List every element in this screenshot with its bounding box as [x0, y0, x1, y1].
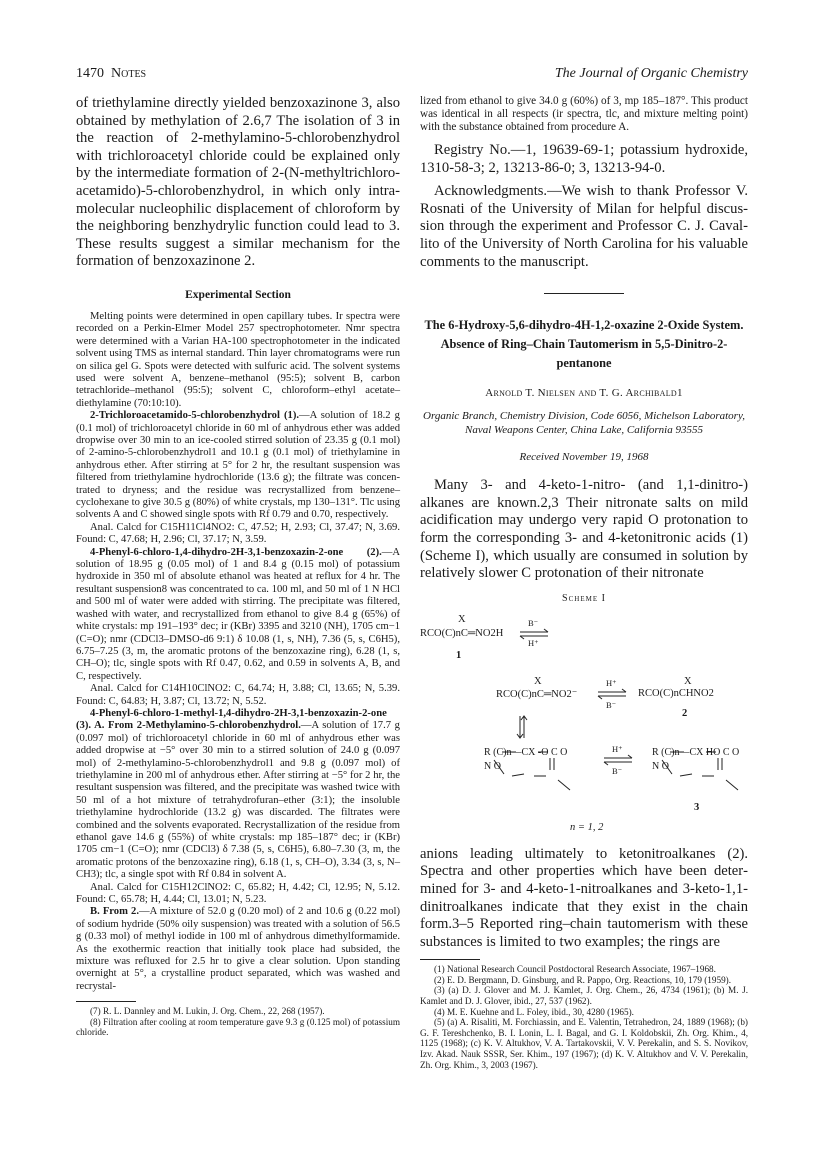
scheme-base-3: B⁻	[612, 765, 623, 776]
scheme-base-2: B⁻	[606, 699, 617, 710]
article-authors: Arnold T. Nielsen and T. G. Archibald1	[485, 387, 683, 400]
scheme-title: Scheme I	[562, 592, 606, 604]
footnote-3: (3) (a) D. J. Glover and M. J. Kamlet, J. Org. Chem., 26, 4734 (1961); (b) M. J. Kamlet and D. J. Glover, ibid., 27, 537 (1962).	[420, 985, 748, 1007]
exp-body-3: —A solution of 17.7 g (0.097 mol) of trichloroacetyl chloride in 60 ml of anhydrous ether was added dropwise at −5° over 30 min to a stirred solution of 24.0 g (0.097 mol) of 2-methylamino-5-chlorobenzhydrol1 and 9.8 g (0.097 mol) of triethylamine in 200 ml of anhydrous ether. After stirring at −5° for 2 hr, the resultant suspension was filtered, and the precipitate was washed twice with 50 ml of a hot mixture of tetrahydrofuran–ether (3:1); the insoluble triethylamine hydrochloride (13.2 g) was discarded. The filtrates were combined and the solvents evaporated. Recrystallization of the residue from ethanol gave 14.6 g (55%) of white crystals: mp 185–187° dec; ir (KBr) 1705 cm−1 (C=O); nmr (CDCl3) δ 7.38 (5, s, C6H5), 6.80–7.30 (3, m, the aromatic protons of the benzoxazine ring), 6.18 (1, s, CH–O), 3.34 (3, s, N–CH3); tlc, a single spot with Rf 0.84 in solvent A.	[76, 720, 400, 881]
scheme-compound-1: RCO(C)nC═NO2H	[420, 627, 504, 639]
registry-numbers: Registry No.—1, 19639-69-1; potassium hydroxide, 1310-58-3; 2, 13213-86-0; 3, 13213-94-0.	[420, 142, 748, 176]
exp-analysis-2: Anal. Calcd for C14H10ClNO2: C, 64.74; H, 3.88; Cl, 13.65; N, 5.39. Found: C, 64.83; H, 3.87; Cl, 13.72; N, 5.52.	[76, 683, 400, 707]
scheme-acid-1: H⁺	[528, 637, 539, 648]
scheme-number-2: 2	[682, 707, 688, 719]
scheme-ring-left-labels: R (C)n—CX -O C O N O	[484, 746, 568, 772]
right-column	[420, 95, 748, 1070]
exp-paragraph-4	[76, 708, 400, 882]
journal-name: The Journal of Organic Chemistry	[554, 66, 748, 81]
exp-analysis-3: Anal. Calcd for C15H12ClNO2: C, 65.82; H, 4.42; Cl, 12.95; N, 5.12. Found: C, 65.78; H, 4.44; Cl, 13.01; N, 5.23.	[76, 881, 400, 906]
scheme-x-2: X	[534, 675, 542, 687]
footnote-5: (5) (a) A. Risaliti, M. Forchiassin, and E. Valentin, Tetrahedron, 24, 1889 (1968); (b) G. F. Tereshchenko, B. I. Lonin, L. I. Bagal, and G. I. Koldobskii, Zh. Org. Khim., 4, 1125 (1968); (c) K. V. Altukhov, V. A. Tartakovskii, V. V. Perekalin, and S. S. Novikov, Izv. Akad. Nauk SSSR, Ser. Khim., 197 (1967); (d) K. V. Altukhov and V. V. Perekalin, Zh. Org. Khim., 3, 2003 (1967).	[420, 1017, 748, 1070]
exp-paragraph-2	[76, 410, 400, 522]
scheme-n-values: n = 1, 2	[570, 821, 604, 833]
equilibrium-arrow-3	[604, 755, 632, 765]
author-affiliation: Organic Branch, Chemistry Division, Code 6056, Michelson Laboratory, Naval Weapons Center, China Lake, California 93555	[423, 410, 745, 437]
left-intro-paragraph: of triethylamine directly yielded benzoxazinone 3, also obtained by methylation of 2.6,7 The isolation of 3 in the reaction of 2-methylamino-5-chlorobenzhydrol with trichloroacetyl chloride could be explained only by the intermediate formation of 2-(N-methyltrichloroacetamido)-5-chlorobenzhydrol, in which only intramolecular nucleophilic displacement of chloroform by the neighboring benzhydrylic function could lead to 3. These results suggest a similar mechanism for the formation of benzoxazinone 2.	[76, 95, 400, 270]
article-separator-rule	[544, 293, 624, 294]
scheme-number-1: 1	[456, 649, 462, 661]
acknowledgments: Acknowledgments.—We wish to thank Professor V. Rosnati of the University of Milan for helpful discussion through the experiment and Professor C. J. Cavallito of the University of North Carolina for his valuable comments to the manuscript.	[420, 183, 748, 270]
scheme-base-1: B⁻	[528, 617, 539, 628]
page-number: 1470	[76, 66, 104, 81]
scheme-ketonitroalkane: RCO(C)nCHNO2	[638, 687, 714, 699]
scheme-ring-right-labels: R (C)n—CX HO C O N O	[652, 746, 740, 772]
exp-heading-4: B. From 2.	[90, 906, 139, 918]
exp-body-2: —A solution of 18.95 g (0.05 mol) of 1 and 8.4 g (0.15 mol) of potassium hydroxide in 350 ml of absolute ethanol was heated at reflux for 4 hr. The resultant suspension8 was concentrated to ca. 100 ml, and 50 ml of 1 N HCl and 500 ml of water were added with stirring. The precipitate was filtered, washed with water, and recrystallized from ethanol to give 8.4 g (65%) of white crystals: mp 191–193° dec; ir (KBr) 3395 and 3210 (NH), 1705 cm−1 (C=O); nmr (CDCl3–DMSO-d6 9:1) δ 10.08 (1, s, NH), 7.36 (5, s, C6H5), 6.75–7.25 (3, m, the aromatic protons of the benzoxazine ring), 6.28 (1, s, CH–O); tlc, single spots with Rf 0.47, 0.62, and 0.59 in solvents A, B, and C, respectively.	[76, 546, 400, 682]
footnote-rule-right	[420, 959, 480, 960]
exp-heading-1: 2-Trichloroacetamido-5-chlorobenzhydrol (1).	[90, 410, 300, 422]
exp-analysis-1: Anal. Calcd for C15H11Cl4NO2: C, 47.52; H, 2.93; Cl, 37.47; N, 3.69. Found: C, 47.68; H, 2.96; Cl, 37.17; N, 3.59.	[76, 521, 400, 546]
left-column	[76, 95, 400, 1038]
section-name: Notes	[111, 66, 147, 81]
equilibrium-arrow-vertical	[517, 716, 527, 738]
scheme-acid-3: H⁺	[612, 743, 623, 754]
article-title: The 6-Hydroxy-5,6-dihydro-4H-1,2-oxazine 2-Oxide System. Absence of Ring–Chain Tautomerism in 5,5-Dinitro-2-pentanone	[424, 318, 744, 371]
right-continuation-paragraph: lized from ethanol to give 34.0 g (60%) of 3, mp 185–187°. This product was identical in all respects (ir spectra, tlc, and mixture melting point) with the substance obtained from procedure A.	[420, 95, 748, 133]
footnote-4: (4) M. E. Kuehne and L. Foley, ibid., 30, 4280 (1965).	[434, 1006, 634, 1017]
footnote-8: (8) Filtration after cooling at room temperature gave 9.3 g (0.125 mol) of potassium chloride.	[76, 1016, 400, 1038]
exp-heading-2: 4-Phenyl-6-chloro-1,4-dihydro-2H-3,1-benzoxazin-2-one (2).	[90, 546, 382, 558]
exp-paragraph-1: Melting points were determined in open capillary tubes. Ir spectra were recorded on a Perkin-Elmer Model 257 spectrophotometer. Nmr spectra were determined with a Varian HA-100 spectrophotometer in the indicated solvent using TMS as internal standard. Thin layer chromatograms were run on silica gel G. Spots were detected with sulfuric acid. The solvent systems used were solvent A, benzene–methanol (95:5); solvent B, carbon tetrachloride–methanol (95:5); solvent C, chloroform–ethyl acetate–diethylamine (70:10:10).	[76, 310, 400, 409]
scheme-nitronate: RCO(C)nC═NO2⁻	[496, 688, 578, 700]
exp-heading-3: 4-Phenyl-6-chloro-1-methyl-1,4-dihydro-2H-3,1-benzoxazin-2-one (3). A. From 2-Methylamino-5-chlorobenzhydrol.	[76, 707, 387, 732]
experimental-section-title: Experimental Section	[185, 288, 291, 301]
received-date: Received November 19, 1968	[519, 451, 649, 464]
page-header	[76, 66, 748, 86]
exp-paragraph-3	[76, 547, 400, 683]
exp-body-1: —A solution of 18.2 g (0.1 mol) of trichloroacetyl chloride in 60 ml of anhydrous ether was added dropwise over 30 min to an ice-cooled stirred solution of 23.35 g (0.1 mol) of 2-amino-5-chlorobenzhydrol1 and 10.1 g (0.1 mol) of triethylamine in anhydrous ether. After stirring at 5° for 2 hr, the resultant suspension was filtered from triethylamine hydrochloride (13.6 g); the filtrate was concentrated to dryness; and the residue was recrystallized from benzene–cyclohexane to give 30.5 g (80%) of white crystals, mp 130–131°. Tlc using solvents A and C showed single spots with Rf 0.79 and 0.70, respectively.	[76, 410, 400, 521]
scheme-acid-2: H⁺	[606, 677, 617, 688]
exp-paragraph-5	[76, 906, 400, 993]
scheme-x-1: X	[458, 613, 466, 625]
footnote-rule-left	[76, 1001, 136, 1002]
footnote-2: (2) E. D. Bergmann, D. Ginsburg, and R. Pappo, Org. Reactions, 10, 179 (1959).	[434, 974, 732, 985]
footnote-1: (1) National Research Council Postdoctoral Research Associate, 1967–1968.	[434, 964, 716, 975]
scheme-1-diagram	[420, 608, 748, 846]
article-intro-paragraph: Many 3- and 4-keto-1-nitro- (and 1,1-dinitro-) alkanes are known.2,3 Their nitronate salts on mild acidification may undergo very rapid O protonation to form the corresponding 3- and 4-ketonitronic acids (1) (Scheme I), which usually are consumed in solution by relatively slower C protonation of their nitronate	[420, 477, 748, 582]
equilibrium-arrow-2	[598, 689, 626, 699]
article-body-paragraph: anions leading ultimately to ketonitroalkanes (2). Spectra and other properties which have been determined for 3- and 4-keto-1-nitroalkanes and 3-keto-1,1-dinitroalkanes indicate that they exist in the chain form.3–5 Reported ring–chain tautomerism with these substances is limited to two examples; the rings are	[420, 845, 748, 950]
exp-body-4: —A mixture of 52.0 g (0.20 mol) of 2 and 10.6 g (0.22 mol) of sodium hydride (50% oily suspension) was treated with a solution of 56.5 g (0.33 mol) of methyl iodide in 100 ml of anhydrous dimethylformamide. As the exothermic reaction that initially took place had subsided, the mixture was refluxed for 2.5 hr to give a clear solution. Upon standing overnight at 5°, a crystalline product separated, which was washed and recrystal-	[76, 906, 401, 992]
scheme-x-3: X	[684, 675, 692, 687]
scheme-number-3: 3	[694, 801, 700, 813]
footnote-7: (7) R. L. Dannley and M. Lukin, J. Org. Chem., 22, 268 (1957).	[90, 1006, 325, 1017]
page-header-left	[76, 66, 146, 82]
